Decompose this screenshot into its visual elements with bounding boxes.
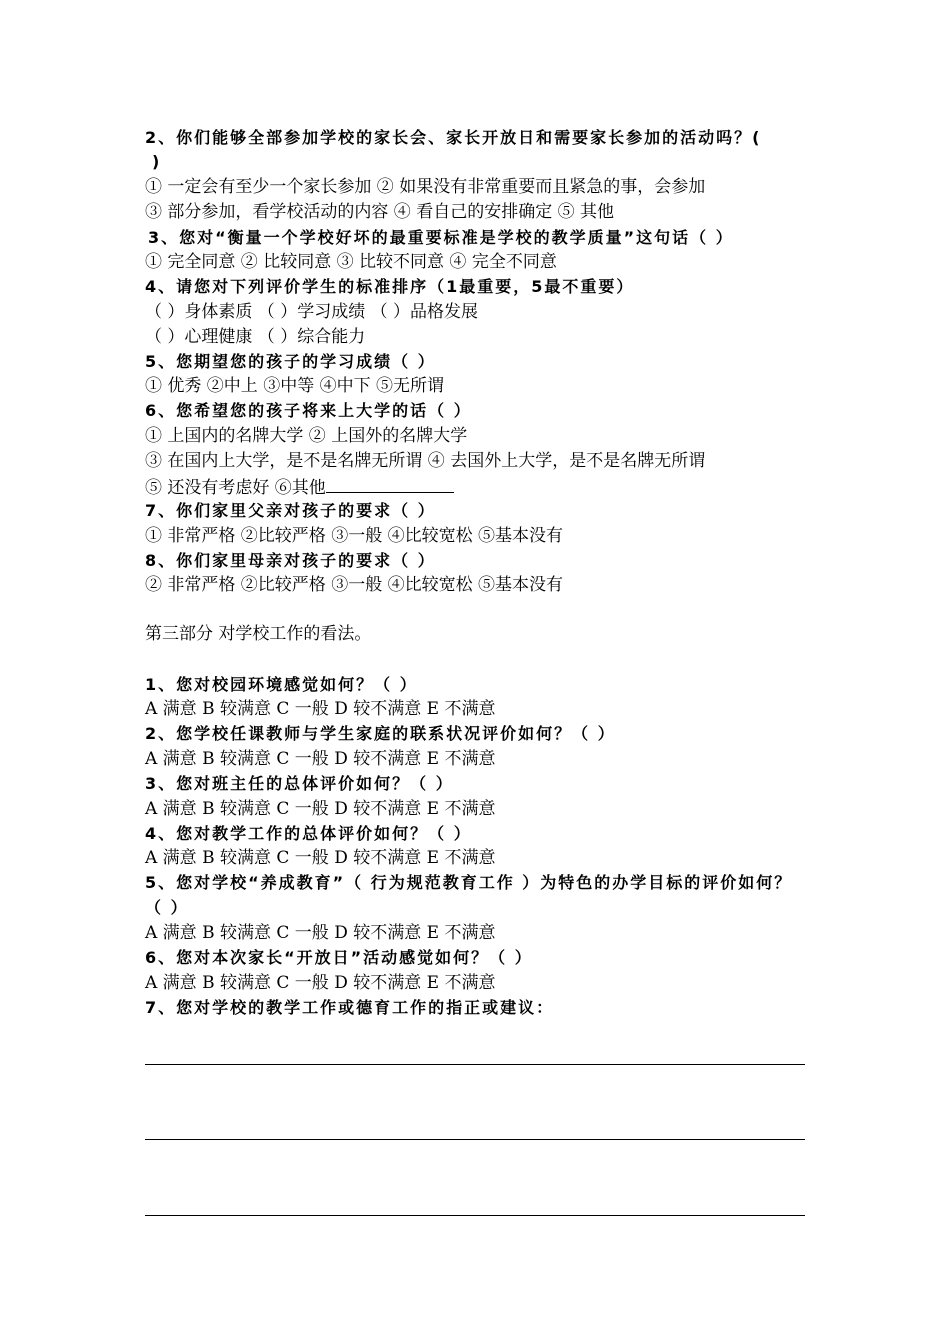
question-6-options-3 (145, 474, 454, 500)
question-8-text: 8、你们家里母亲对孩子的要求（ ） (145, 551, 436, 570)
part3-question-7-text: 7、您对学校的教学工作或德育工作的指正或建议： (145, 998, 555, 1017)
answer-line-1[interactable] (145, 1064, 805, 1065)
part3-question-1-text: 1、您对校园环境感觉如何？（ ） (145, 675, 418, 694)
question-2-paren: ) (152, 152, 162, 171)
question-6-options-2: ③ 在国内上大学，是不是名牌无所谓 ④ 去国外上大学，是不是名牌无所谓 (145, 451, 706, 471)
question-4-options-1: （ ）身体素质 （ ）学习成绩 （ ）品格发展 (145, 302, 479, 322)
question-8-options: ② 非常严格 ②比较严格 ③一般 ④比较宽松 ⑤基本没有 (145, 575, 564, 595)
section-title-part3: 第三部分 对学校工作的看法。 (145, 624, 372, 644)
question-2-options-1: ① 一定会有至少一个家长参加 ② 如果没有非常重要而且紧急的事，会参加 (145, 177, 706, 197)
question-5-text: 5、您期望您的孩子的学习成绩（ ） (145, 352, 436, 371)
question-6-options-3-text: ⑤ 还没有考虑好 ⑥其他 (145, 478, 326, 498)
part3-question-3-options: A 满意 B 较满意 C 一般 D 较不满意 E 不满意 (145, 799, 496, 819)
part3-question-4-options: A 满意 B 较满意 C 一般 D 较不满意 E 不满意 (145, 848, 496, 868)
question-6-text: 6、您希望您的孩子将来上大学的话（ ） (145, 401, 472, 420)
answer-line-2[interactable] (145, 1139, 805, 1140)
question-7-options: ① 非常严格 ②比较严格 ③一般 ④比较宽松 ⑤基本没有 (145, 526, 564, 546)
part3-question-5-text: 5、您对学校“养成教育”（ 行为规范教育工作 ）为特色的办学目标的评价如何？ (145, 873, 793, 892)
question-2-options-2: ③ 部分参加，看学校活动的内容 ④ 看自己的安排确定 ⑤ 其他 (145, 202, 615, 222)
question-3-text: 3、您对“衡量一个学校好坏的最重要标准是学校的教学质量”这句话（ ） (148, 228, 734, 247)
other-fill-blank[interactable] (326, 474, 454, 493)
question-7-text: 7、你们家里父亲对孩子的要求（ ） (145, 501, 436, 520)
part3-question-3-text: 3、您对班主任的总体评价如何？（ ） (145, 774, 454, 793)
part3-question-1-options: A 满意 B 较满意 C 一般 D 较不满意 E 不满意 (145, 699, 496, 719)
question-4-options-2: （ ）心理健康 （ ）综合能力 (145, 327, 366, 347)
part3-question-6-text: 6、您对本次家长“开放日”活动感觉如何？（ ） (145, 948, 533, 967)
part3-question-5-paren: （ ） (145, 898, 189, 917)
answer-line-3[interactable] (145, 1215, 805, 1216)
part3-question-2-options: A 满意 B 较满意 C 一般 D 较不满意 E 不满意 (145, 749, 496, 769)
question-4-text: 4、请您对下列评价学生的标准排序（1最重要，5最不重要） (145, 277, 635, 296)
part3-question-4-text: 4、您对教学工作的总体评价如何？（ ） (145, 824, 472, 843)
part3-question-5-options: A 满意 B 较满意 C 一般 D 较不满意 E 不满意 (145, 923, 496, 943)
question-6-options-1: ① 上国内的名牌大学 ② 上国外的名牌大学 (145, 426, 468, 446)
part3-question-2-text: 2、您学校任课教师与学生家庭的联系状况评价如何？（ ） (145, 724, 616, 743)
question-3-options: ① 完全同意 ② 比较同意 ③ 比较不同意 ④ 完全不同意 (145, 252, 557, 272)
part3-question-6-options: A 满意 B 较满意 C 一般 D 较不满意 E 不满意 (145, 973, 496, 993)
question-5-options: ① 优秀 ②中上 ③中等 ④中下 ⑤无所谓 (145, 376, 445, 396)
question-2-text: 2、你们能够全部参加学校的家长会、家长开放日和需要家长参加的活动吗？( (145, 128, 762, 147)
